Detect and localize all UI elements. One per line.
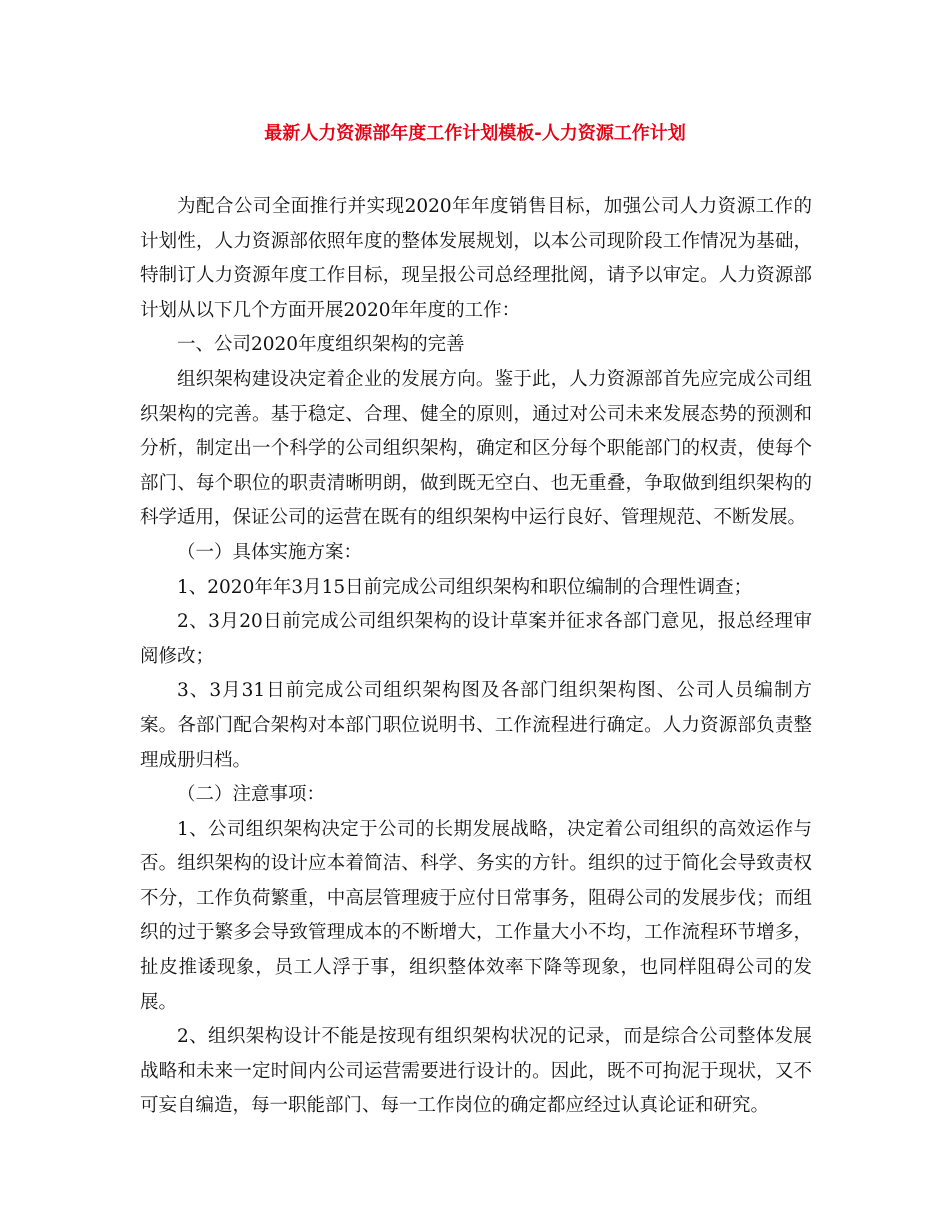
list-item: 3、3月31日前完成公司组织架构图及各部门组织架构图、公司人员编制方案。各部门配合架构对本部门职位说明书、工作流程进行确定。人力资源部负责整理成册归档。: [140, 680, 812, 771]
list-item: 2、3月20日前完成公司组织架构的设计草案并征求各部门意见，报总经理审阅修改；: [140, 611, 812, 667]
list-item: 2、组织架构设计不能是按现有组织架构状况的记录，而是综合公司整体发展战略和未来一定时间内公司运营需要进行设计的。因此，既不可拘泥于现状，又不可妄自编造，每一职能部门、每一工作岗位的确定都应经过认真论证和研究。: [140, 1026, 812, 1117]
document-title: 最新人力资源部年度工作计划模板-人力资源工作计划: [264, 123, 686, 144]
subsection-heading-plan: （一）具体实施方案：: [177, 541, 363, 563]
list-item: 1、2020年年3月15日前完成公司组织架构和职位编制的合理性调查；: [177, 576, 753, 598]
section-heading-1: 一、公司2020年度组织架构的完善: [177, 334, 465, 356]
intro-paragraph: 为配合公司全面推行并实现2020年年度销售目标，加强公司人力资源工作的计划性，人力资源部依照年度的整体发展规划，以本公司现阶段工作情况为基础，特制订人力资源年度工作目标，现呈报公司总经理批阅，请予以审定。人力资源部计划从以下几个方面开展2020年年度的工作：: [140, 196, 812, 321]
body-paragraph: 组织架构建设决定着企业的发展方向。鉴于此，人力资源部首先应完成公司组织架构的完善。基于稳定、合理、健全的原则，通过对公司未来发展态势的预测和分析，制定出一个科学的公司组织架构，确定和区分每个职能部门的权责，使每个部门、每个职位的职责清晰明朗，做到既无空白、也无重叠，争取做到组织架构的科学适用，保证公司的运营在既有的组织架构中运行良好、管理规范、不断发展。: [140, 368, 812, 529]
list-item: 1、公司组织架构决定于公司的长期发展战略，决定着公司组织的高效运作与否。组织架构的设计应本着简洁、科学、务实的方针。组织的过于简化会导致责权不分，工作负荷繁重，中高层管理疲于应付日常事务，阻碍公司的发展步伐；而组织的过于繁多会导致管理成本的不断增大，工作量大小不均，工作流程环节增多，扯皮推诿现象，员工人浮于事，组织整体效率下降等现象，也同样阻碍公司的发展。: [140, 818, 812, 1013]
subsection-heading-notes: （二）注意事项：: [177, 784, 326, 806]
document-body: [140, 190, 812, 1124]
